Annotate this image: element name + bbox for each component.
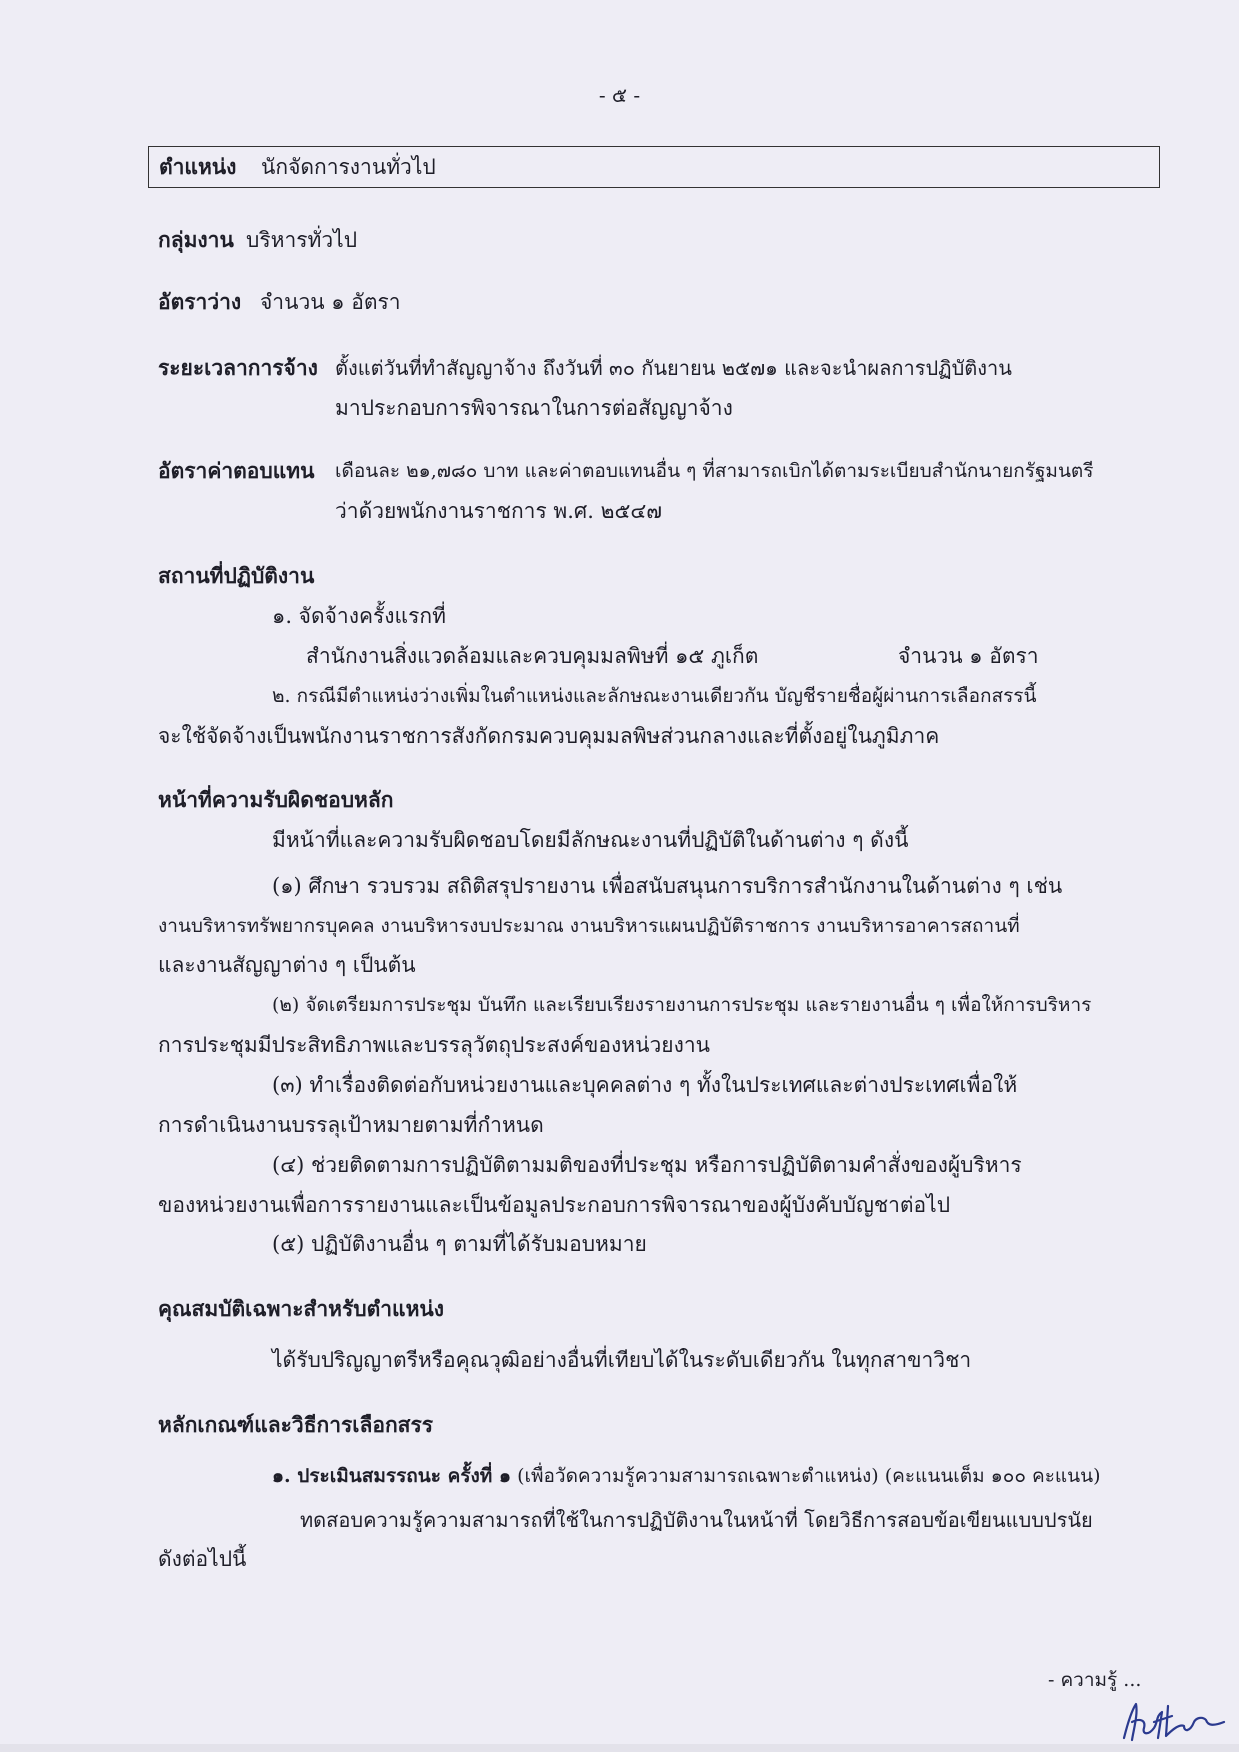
work-group-value: บริหารทั่วไป: [246, 228, 358, 252]
duty-1-line1: (๑) ศึกษา รวบรวม สถิติสรุปรายงาน เพื่อสนับสนุนการบริการสำนักงานในด้านต่าง ๆ เช่น: [272, 874, 1063, 898]
duty-2-line2: การประชุมมีประสิทธิภาพและบรรลุวัตถุประสงค์ของหน่วยงาน: [158, 1033, 710, 1057]
compensation-label: อัตราค่าตอบแทน: [158, 458, 315, 483]
duty-2-line1: (๒) จัดเตรียมการประชุม บันทึก และเรียบเรียงรายงานการประชุม และรายงานอื่น ๆ เพื่อให้การบริหาร: [272, 994, 1092, 1016]
duty-4-line2: ของหน่วยงานเพื่อการรายงานและเป็นข้อมูลประกอบการพิจารณาของผู้บังคับบัญชาต่อไป: [158, 1193, 951, 1217]
duty-1-line3: และงานสัญญาต่าง ๆ เป็นต้น: [158, 953, 416, 977]
workplace-item2-line1: ๒. กรณีมีตำแหน่งว่างเพิ่มในตำแหน่งและลักษณะงานเดียวกัน บัญชีรายชื่อผู้ผ่านการเลือกสรรนี้: [272, 685, 1037, 707]
employment-period-label: ระยะเวลาการจ้าง: [158, 355, 318, 380]
workplace-item1: ๑. จัดจ้างครั้งแรกที่: [272, 604, 446, 628]
compensation-line2: ว่าด้วยพนักงานราชการ พ.ศ. ๒๕๔๗: [335, 499, 663, 523]
duty-4-line1: (๔) ช่วยติดตามการปฏิบัติตามมติของที่ประชุม หรือการปฏิบัติตามคำสั่งของผู้บริหาร: [272, 1153, 1022, 1177]
duties-heading: หน้าที่ความรับผิดชอบหลัก: [158, 787, 394, 812]
duty-1-line2: งานบริหารทรัพยากรบุคคล งานบริหารงบประมาณ งานบริหารแผนปฏิบัติราชการ งานบริหารอาคารสถานที่: [158, 915, 1020, 937]
vacancy-value: จำนวน ๑ อัตรา: [260, 290, 401, 314]
selection-heading: หลักเกณฑ์และวิธีการเลือกสรร: [158, 1412, 434, 1437]
position-label: ตำแหน่ง: [159, 154, 237, 179]
vacancy-label: อัตราว่าง: [158, 289, 242, 314]
position-box: [148, 146, 1160, 188]
selection-test-line2: ดังต่อไปนี้: [158, 1547, 247, 1571]
position-value: นักจัดการงานทั่วไป: [261, 155, 436, 179]
selection-item1: [272, 1461, 1101, 1491]
selection-test-line1: ทดสอบความรู้ความสามารถที่ใช้ในการปฏิบัติงานในหน้าที่ โดยวิธีการสอบข้อเขียนแบบปรนัย: [300, 1508, 1093, 1532]
page-number: - ๕ -: [598, 83, 641, 107]
employment-period-line2: มาประกอบการพิจารณาในการต่อสัญญาจ้าง: [335, 396, 733, 420]
workplace-office: สำนักงานสิ่งแวดล้อมและควบคุมมลพิษที่ ๑๕ ภูเก็ต: [306, 644, 759, 668]
work-group-label: กลุ่มงาน: [158, 227, 234, 252]
continuation-note: - ความรู้ ...: [1048, 1669, 1142, 1691]
selection-item1-title: ๑. ประเมินสมรรถนะ ครั้งที่ ๑: [272, 1465, 512, 1487]
signature-initials: [1118, 1692, 1233, 1747]
qualifications-text: ได้รับปริญญาตรีหรือคุณวุฒิอย่างอื่นที่เทียบได้ในระดับเดียวกัน ในทุกสาขาวิชา: [272, 1348, 972, 1372]
compensation-line1: เดือนละ ๒๑,๗๘๐ บาท และค่าตอบแทนอื่น ๆ ที่สามารถเบิกได้ตามระเบียบสำนักนายกรัฐมนตรี: [335, 460, 1094, 482]
workplace-office-count: จำนวน ๑ อัตรา: [898, 644, 1039, 668]
workplace-heading: สถานที่ปฏิบัติงาน: [158, 563, 315, 588]
duty-5-line1: (๕) ปฏิบัติงานอื่น ๆ ตามที่ได้รับมอบหมาย: [272, 1232, 647, 1256]
qualifications-heading: คุณสมบัติเฉพาะสำหรับตำแหน่ง: [158, 1296, 445, 1321]
duty-3-line1: (๓) ทำเรื่องติดต่อกับหน่วยงานและบุคคลต่าง ๆ ทั้งในประเทศและต่างประเทศเพื่อให้: [272, 1073, 1018, 1097]
duty-3-line2: การดำเนินงานบรรลุเป้าหมายตามที่กำหนด: [158, 1113, 544, 1137]
selection-item1-detail: (เพื่อวัดความรู้ความสามารถเฉพาะตำแหน่ง) (คะแนนเต็ม ๑๐๐ คะแนน): [517, 1465, 1101, 1487]
workplace-item2-line2: จะใช้จัดจ้างเป็นพนักงานราชการสังกัดกรมควบคุมมลพิษส่วนกลางและที่ตั้งอยู่ในภูมิภาค: [158, 724, 940, 748]
employment-period-line1: ตั้งแต่วันที่ทำสัญญาจ้าง ถึงวันที่ ๓๐ กันยายน ๒๕๗๑ และจะนำผลการปฏิบัติงาน: [335, 356, 1012, 380]
duties-intro: มีหน้าที่และความรับผิดชอบโดยมีลักษณะงานที่ปฏิบัติในด้านต่าง ๆ ดังนี้: [272, 828, 909, 852]
page-bottom-edge: [0, 1744, 1239, 1752]
